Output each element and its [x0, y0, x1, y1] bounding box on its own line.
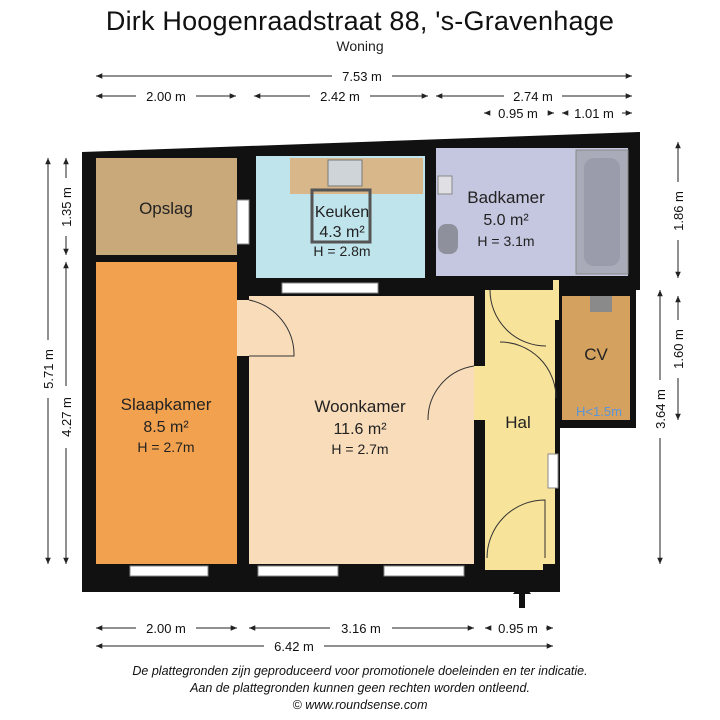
room-keuken-area: 4.3 m² — [319, 224, 365, 241]
dim-bottom-b: 3.16 m — [341, 621, 381, 636]
page-title: Dirk Hoogenraadstraat 88, 's-Gravenhage — [105, 6, 615, 36]
kitchen-sink — [328, 160, 362, 186]
washbasin — [438, 176, 452, 194]
room-slaapkamer-area: 8.5 m² — [143, 419, 189, 436]
room-keuken-height: H = 2.8m — [313, 243, 371, 259]
room-cv-note: H<1.5m — [576, 404, 622, 419]
dim-top-a: 2.00 m — [146, 89, 186, 104]
dim-bottom-total: 6.42 m — [274, 639, 314, 654]
disclaimer-line-1: De plattegronden zijn geproduceerd voor promotionele doeleinden en ter indicatie. — [132, 664, 588, 678]
room-woonkamer-area: 11.6 m² — [333, 421, 387, 438]
disclaimer-line-2: Aan de plattegronden kunnen geen rechten worden ontleend. — [190, 681, 530, 695]
dim-bottom-a: 2.00 m — [146, 621, 186, 636]
dim-top-d: 0.95 m — [498, 106, 538, 121]
copyright: © www.roundsense.com — [292, 698, 428, 712]
dim-top-e: 1.01 m — [574, 106, 614, 121]
dim-left-b: 4.27 m — [59, 397, 74, 437]
room-woonkamer-name: Woonkamer — [314, 397, 406, 416]
room-opslag-name: Opslag — [139, 199, 193, 218]
room-badkamer-name: Badkamer — [467, 188, 545, 207]
dim-right-a: 1.86 m — [671, 191, 686, 231]
room-cv-name: CV — [584, 345, 608, 364]
dim-right-total: 3.64 m — [653, 389, 668, 429]
room-keuken-name: Keuken — [314, 204, 370, 221]
cv-boiler — [590, 296, 612, 312]
room-hal-name: Hal — [505, 413, 531, 432]
dim-top-total: 7.53 m — [342, 69, 382, 84]
toilet — [438, 224, 458, 254]
room-woonkamer-height: H = 2.7m — [331, 441, 389, 457]
room-slaapkamer-height: H = 2.7m — [137, 439, 195, 455]
dim-right-b: 1.60 m — [671, 329, 686, 369]
dim-top-c: 2.74 m — [513, 89, 553, 104]
room-badkamer-area: 5.0 m² — [483, 212, 529, 229]
dim-top-b: 2.42 m — [320, 89, 360, 104]
dim-left-a: 1.35 m — [59, 187, 74, 227]
room-badkamer-height: H = 3.1m — [477, 233, 535, 249]
dim-left-total: 5.71 m — [41, 349, 56, 389]
bathtub-inner — [584, 158, 620, 266]
dim-bottom-c: 0.95 m — [498, 621, 538, 636]
room-slaapkamer-name: Slaapkamer — [120, 395, 212, 414]
page-subtitle: Woning — [336, 38, 384, 54]
